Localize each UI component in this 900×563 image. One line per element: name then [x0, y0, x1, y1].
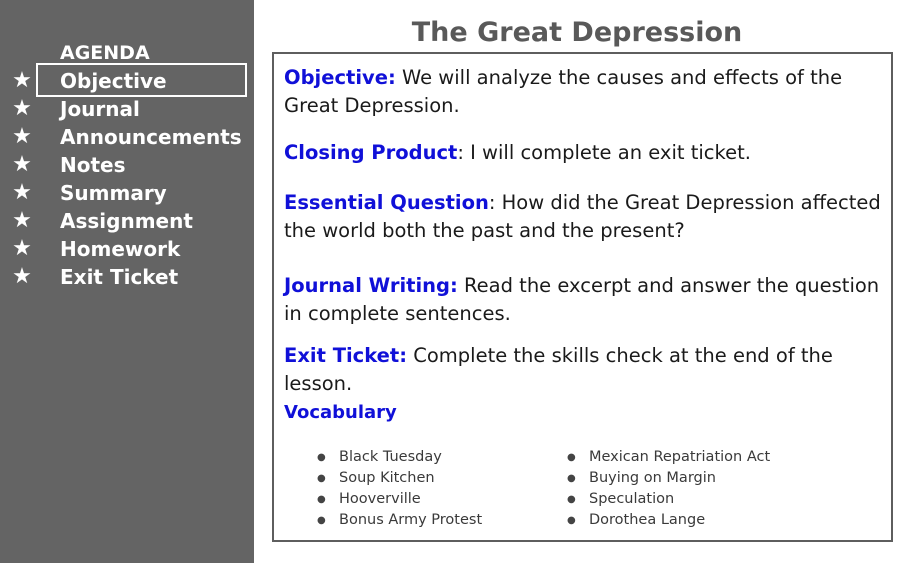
agenda-item-homework[interactable]: [0, 235, 254, 263]
agenda-item-notes[interactable]: [0, 151, 254, 179]
objective-section: [284, 64, 884, 120]
agenda-list: [0, 67, 254, 291]
vocabulary-item: ● Speculation: [567, 489, 770, 510]
vocabulary-item: ● Mexican Repatriation Act: [567, 447, 770, 468]
star-icon: ★: [12, 68, 32, 93]
agenda-item-label: Objective: [60, 69, 167, 93]
vocabulary-item: ● Buying on Margin: [567, 468, 770, 489]
agenda-item-label: Exit Ticket: [60, 265, 179, 289]
vocabulary-item: ● Soup Kitchen: [317, 468, 482, 489]
closing-product-label: Closing Product: [284, 141, 458, 164]
agenda-item-label: Homework: [60, 237, 181, 261]
star-icon: ★: [12, 236, 32, 261]
agenda-title: AGENDA: [60, 42, 150, 64]
star-icon: ★: [12, 124, 32, 149]
page-title: The Great Depression: [411, 17, 743, 48]
journal-writing-section: [284, 272, 884, 328]
objective-label: Objective:: [284, 66, 396, 89]
vocabulary-item: ● Bonus Army Protest: [317, 510, 482, 531]
journal-writing-text: Read the excerpt and answer the question in complete sentences.: [284, 274, 880, 325]
closing-product-section: [284, 139, 884, 167]
agenda-item-journal[interactable]: [0, 95, 254, 123]
essential-question-label: Essential Question: [284, 191, 489, 214]
essential-question-text: : How did the Great Depression affected the world both the past and the present?: [284, 191, 881, 242]
lesson-content-box: [272, 52, 893, 542]
agenda-item-assignment[interactable]: [0, 207, 254, 235]
agenda-item-label: Notes: [60, 153, 126, 177]
agenda-sidebar: [0, 0, 254, 563]
exit-ticket-section: [284, 342, 884, 398]
vocabulary-heading: Vocabulary: [284, 402, 397, 423]
closing-product-text: : I will complete an exit ticket.: [457, 141, 751, 164]
essential-question-section: [284, 189, 884, 245]
star-icon: ★: [12, 96, 32, 121]
agenda-item-exit-ticket[interactable]: [0, 263, 254, 291]
agenda-item-summary[interactable]: [0, 179, 254, 207]
vocabulary-item: ● Black Tuesday: [317, 447, 482, 468]
journal-writing-label: Journal Writing:: [284, 274, 458, 297]
vocabulary-list-right: [567, 447, 770, 531]
agenda-item-announcements[interactable]: [0, 123, 254, 151]
star-icon: ★: [12, 264, 32, 289]
star-icon: ★: [12, 152, 32, 177]
agenda-item-label: Assignment: [60, 209, 193, 233]
exit-ticket-text: Complete the skills check at the end of the lesson.: [284, 344, 833, 395]
agenda-item-objective[interactable]: [0, 67, 254, 95]
agenda-item-label: Journal: [60, 97, 140, 121]
star-icon: ★: [12, 208, 32, 233]
star-icon: ★: [12, 180, 32, 205]
vocabulary-item: ● Dorothea Lange: [567, 510, 770, 531]
objective-text: We will analyze the causes and effects of the Great Depression.: [284, 66, 843, 117]
agenda-item-label: Announcements: [60, 125, 242, 149]
agenda-item-label: Summary: [60, 181, 167, 205]
exit-ticket-label: Exit Ticket:: [284, 344, 408, 367]
vocabulary-list-left: [317, 447, 482, 531]
vocabulary-item: ● Hooverville: [317, 489, 482, 510]
